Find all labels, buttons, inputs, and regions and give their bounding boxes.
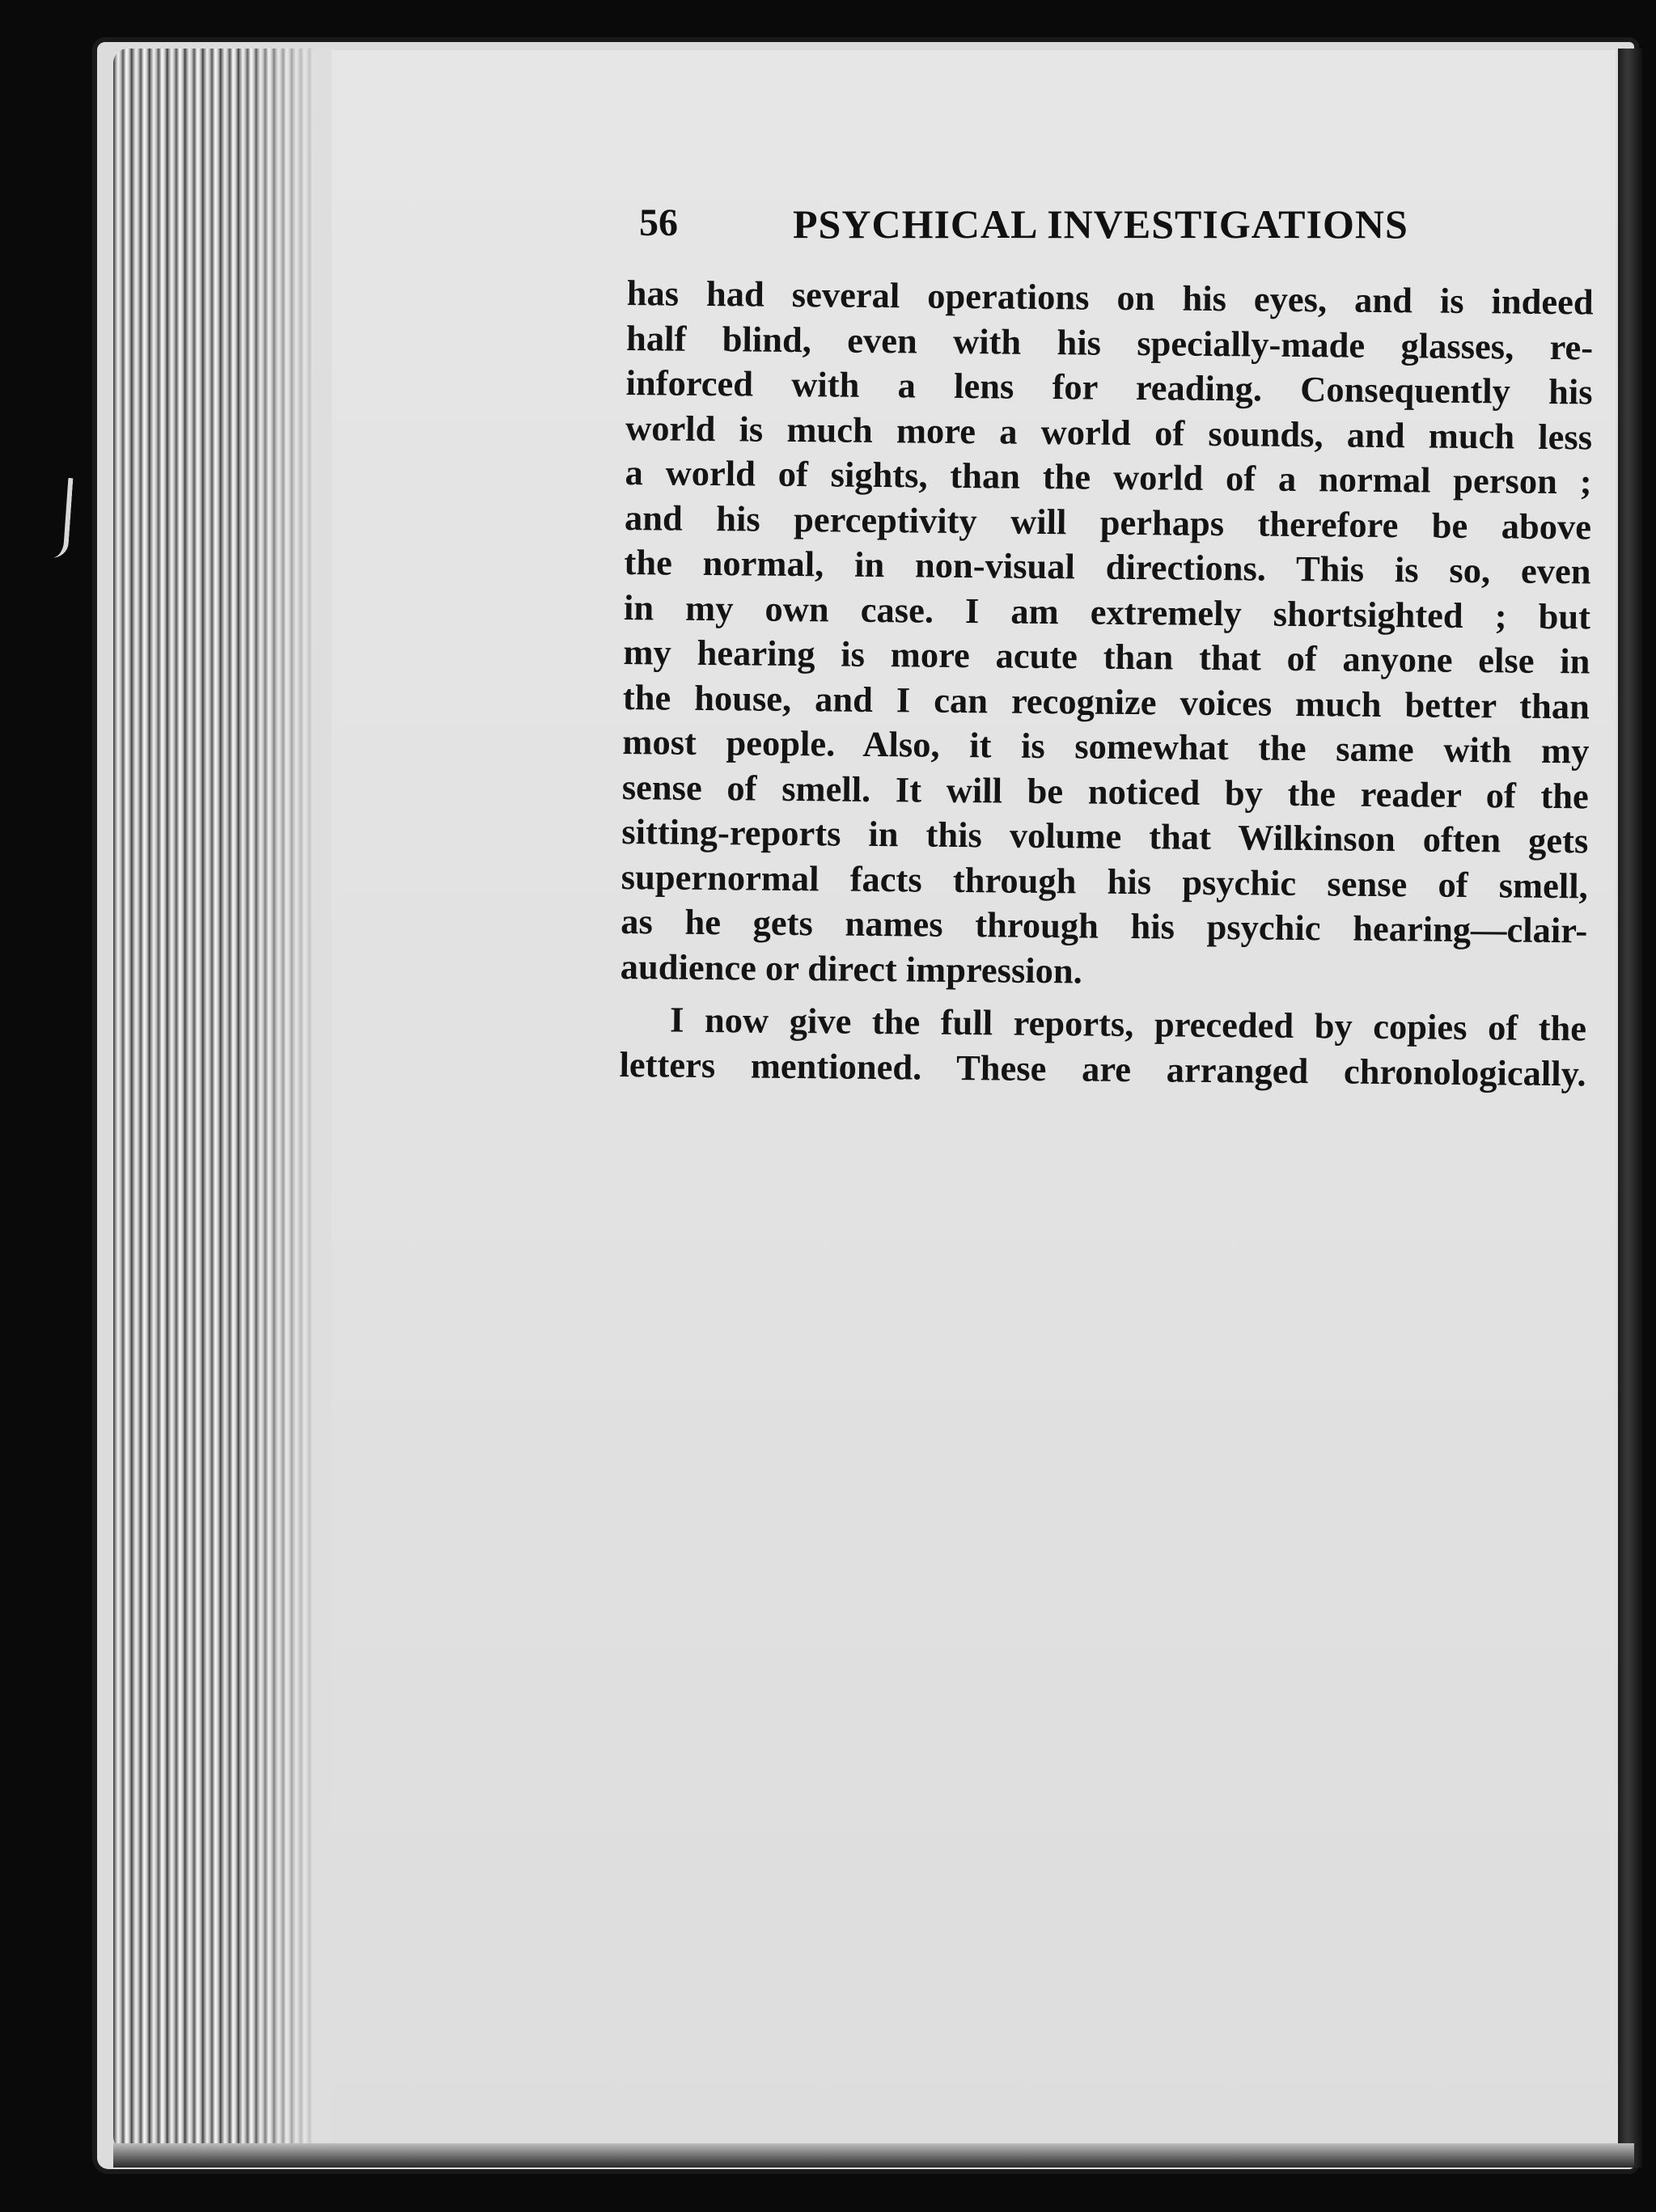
text-line: and his perceptivity will perhaps therefore be above [624,497,1592,547]
bottom-page-edge [113,2143,1634,2168]
page-number: 56 [639,201,678,244]
running-title: PSYCHICAL INVESTIGATIONS [793,201,1408,247]
text-line: as he gets names through his psychic hearing—clair- [620,900,1588,951]
gutter-shadow [243,49,332,2159]
running-header [639,201,1448,257]
text-line: the normal, in non-visual directions. This is so, even [624,541,1591,592]
text-line: in my own case. I am extremely shortsighted ; but [623,586,1591,637]
paragraph-2 [619,997,1586,1096]
text-line: audience or direct impression. [620,945,1083,991]
text-line: a world of sights, than the world of a normal person ; [625,451,1592,502]
text-line: sense of smell. It will be noticed by the reader of the [621,766,1590,816]
margin-mark [42,476,74,559]
paragraph-1 [620,271,1593,998]
body-text [619,271,1594,1096]
text-line: I now give the full reports, preceded by copies of the [669,999,1587,1049]
text-line: world is much more a world of sounds, and much less [625,407,1593,457]
text-line: half blind, even with his specially-made glasses, re- [625,317,1594,367]
text-line: letters mentioned. These are arranged chronologically. [619,1043,1586,1093]
text-line: supernormal facts through his psychic sense of smell, [620,856,1588,906]
text-line: the house, and I can recognize voices much better than [622,676,1590,726]
text-line: has had several operations on his eyes, and is indeed [626,272,1594,323]
text-line: inforced with a lens for reading. Consequently his [625,362,1593,412]
text-line: sitting-reports in this volume that Wilkinson often gets [621,810,1589,861]
right-page-edge [1618,49,1642,2168]
text-line: most people. Also, it is somewhat the same with my [622,721,1590,772]
text-line: my hearing is more acute than that of anyone else in [623,631,1590,682]
